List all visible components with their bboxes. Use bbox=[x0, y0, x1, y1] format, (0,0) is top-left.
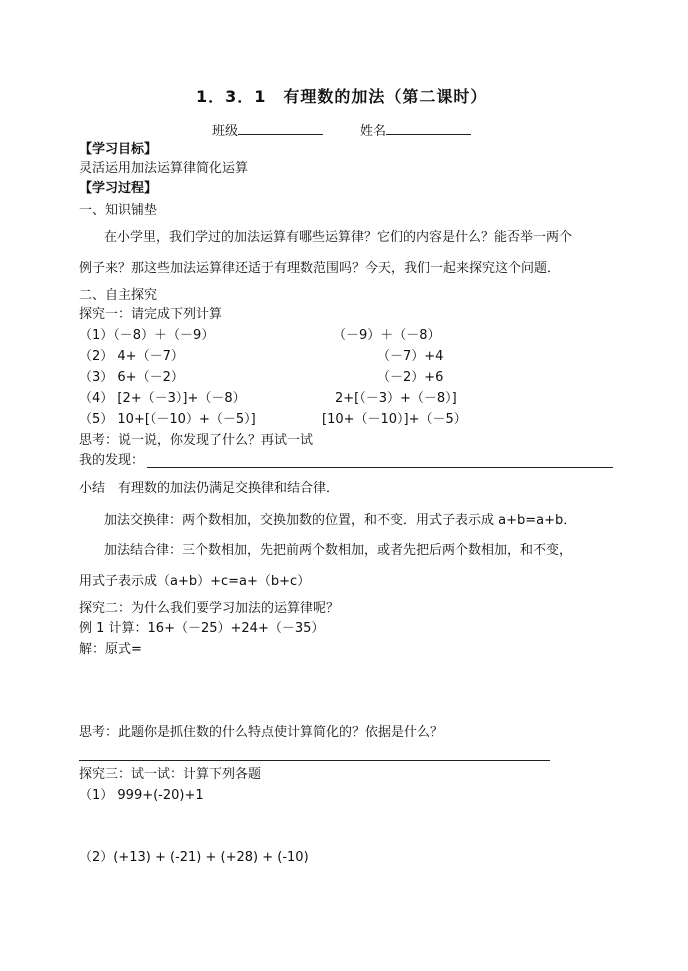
associative-law-line2: 用式子表示成（a+b）+c=a+（b+c） bbox=[79, 574, 311, 589]
page-title: 1．3．1 有理数的加法（第二课时） bbox=[196, 87, 488, 106]
exercise-2-left: （2） 4+（－7） bbox=[79, 349, 184, 364]
exercise-1-right: （－9）＋（－8） bbox=[333, 328, 441, 343]
associative-law-line1: 加法结合律：三个数相加，先把前两个数相加，或者先把后两个数相加，和不变， bbox=[104, 543, 573, 558]
process-heading: 【学习过程】 bbox=[79, 181, 158, 196]
name-label: 姓名 bbox=[360, 124, 387, 139]
name-blank[interactable] bbox=[386, 121, 471, 135]
discovery-answer-line[interactable] bbox=[147, 467, 613, 468]
think1: 思考：说一说，你发现了什么？再试一试 bbox=[79, 433, 314, 448]
problem-2: （2）(+13) + (-21) + (+28) + (-10) bbox=[79, 850, 309, 865]
exercise-1-left: （1）（－8）＋（－9） bbox=[79, 328, 215, 343]
discovery-label: 我的发现： bbox=[79, 453, 145, 468]
summary: 小结 有理数的加法仍满足交换律和结合律． bbox=[79, 481, 340, 496]
section2-heading: 二、自主探究 bbox=[79, 288, 158, 303]
think2-answer-line[interactable] bbox=[79, 760, 550, 761]
section1-heading: 一、知识铺垫 bbox=[79, 203, 158, 218]
exercise-4-right: 2+[（－3）+（－8）] bbox=[335, 391, 457, 406]
exercise-2-right: （－7）+4 bbox=[377, 349, 444, 364]
commutative-law: 加法交换律：两个数相加，交换加数的位置，和不变．用式子表示成 a+b=a+b． bbox=[104, 513, 577, 528]
exercise-3-right: （－2）+6 bbox=[377, 370, 444, 385]
solution-label: 解：原式= bbox=[79, 642, 142, 657]
class-label: 班级 bbox=[212, 124, 239, 139]
exercise-5-right: [10+（－10）]+（－5） bbox=[322, 412, 467, 427]
exercise-3-left: （3） 6+（－2） bbox=[79, 370, 184, 385]
section1-para-line1: 在小学里，我们学过的加法运算有哪些运算律？它们的内容是什么？能否举一两个 bbox=[104, 230, 573, 245]
problem-1: （1） 999+(-20)+1 bbox=[79, 788, 204, 803]
class-blank[interactable] bbox=[238, 121, 323, 135]
class-field bbox=[212, 121, 323, 140]
example-1: 例 1 计算：16+（－25）+24+（－35） bbox=[79, 621, 325, 636]
explore1-title: 探究一：请完成下列计算 bbox=[79, 307, 223, 322]
name-field bbox=[360, 121, 471, 140]
explore2-title: 探究二：为什么我们要学习加法的运算律呢？ bbox=[79, 601, 340, 616]
exercise-5-left: （5） 10+[（－10）+（－5）] bbox=[79, 412, 256, 427]
think2: 思考：此题你是抓住数的什么特点使计算简化的？依据是什么？ bbox=[79, 725, 444, 740]
goal-text: 灵活运用加法运算律简化运算 bbox=[79, 161, 249, 176]
explore3-title: 探究三：试一试：计算下列各题 bbox=[79, 767, 262, 782]
section1-para-line2: 例子来？那这些加法运算律还适于有理数范围吗？今天，我们一起来探究这个问题． bbox=[79, 261, 561, 276]
goals-heading: 【学习目标】 bbox=[79, 142, 158, 157]
exercise-4-left: （4） [2+（－3）]+（－8） bbox=[79, 391, 246, 406]
